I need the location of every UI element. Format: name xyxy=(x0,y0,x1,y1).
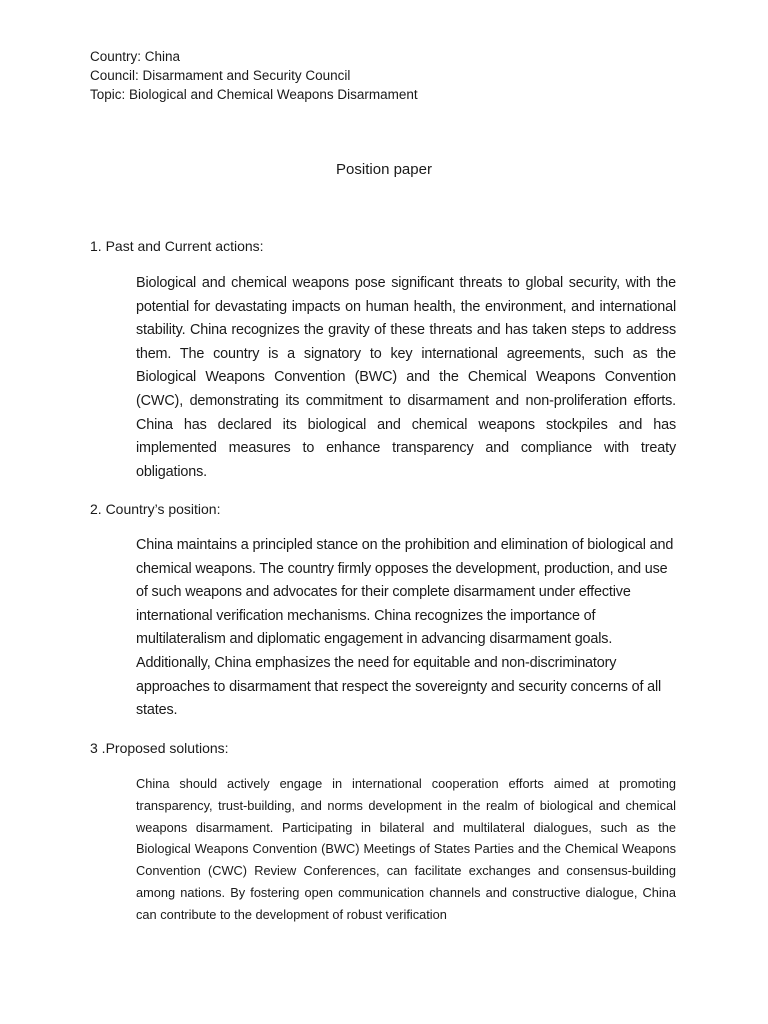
country-line: Country: China xyxy=(90,49,181,64)
section-heading-country-position: 2. Country’s position: xyxy=(90,501,221,517)
section-body-past-actions: Biological and chemical weapons pose significant threats to global security, with the potential for devastating impacts on human health, the environment, and international stability. China recognizes the gravity of these threats and has taken steps to address them. The country is a signatory to key international agreements, such as the Biological Weapons Convention (BWC) and the Chemical Weapons Convention (CWC), demonstrating its commitment to disarmament and non-proliferation efforts. China has declared its biological and chemical weapons stockpiles and has implemented measures to enhance transparency and compliance with treaty obligations. xyxy=(136,275,676,480)
document-header xyxy=(90,47,418,104)
topic-line: Topic: Biological and Chemical Weapons Disarmament xyxy=(90,87,418,102)
section-body-proposed-solutions: China should actively engage in international cooperation efforts aimed at promoting transparency, trust-building, and norms development in the realm of biological and chemical weapons disarmament. Participating in bilateral and multilateral dialogues, such as the Biological Weapons Convention (BWC) Meetings of States Parties and the Chemical Weapons Convention (CWC) Review Conferences, can facilitate exchanges and consensus-building among nations. By fostering open communication channels and constructive dialogue, China can contribute to the development of robust verification xyxy=(136,776,676,922)
page-title: Position paper xyxy=(336,161,432,178)
section-heading-past-actions: 1. Past and Current actions: xyxy=(90,238,264,254)
council-line: Council: Disarmament and Security Council xyxy=(90,68,351,83)
section-body-country-position: China maintains a principled stance on the prohibition and elimination of biological and chemical weapons. The country firmly opposes the development, production, and use of such weapons and advocates for their complete disarmament under effective international verification mechanisms. China recognizes the importance of multilateralism and diplomatic engagement in advancing disarmament goals. Additionally, China emphasizes the need for equitable and non-discriminatory approaches to disarmament that respect the sovereignty and security concerns of all states. xyxy=(136,537,674,719)
section-heading-proposed-solutions: 3 .Proposed solutions: xyxy=(90,740,229,756)
